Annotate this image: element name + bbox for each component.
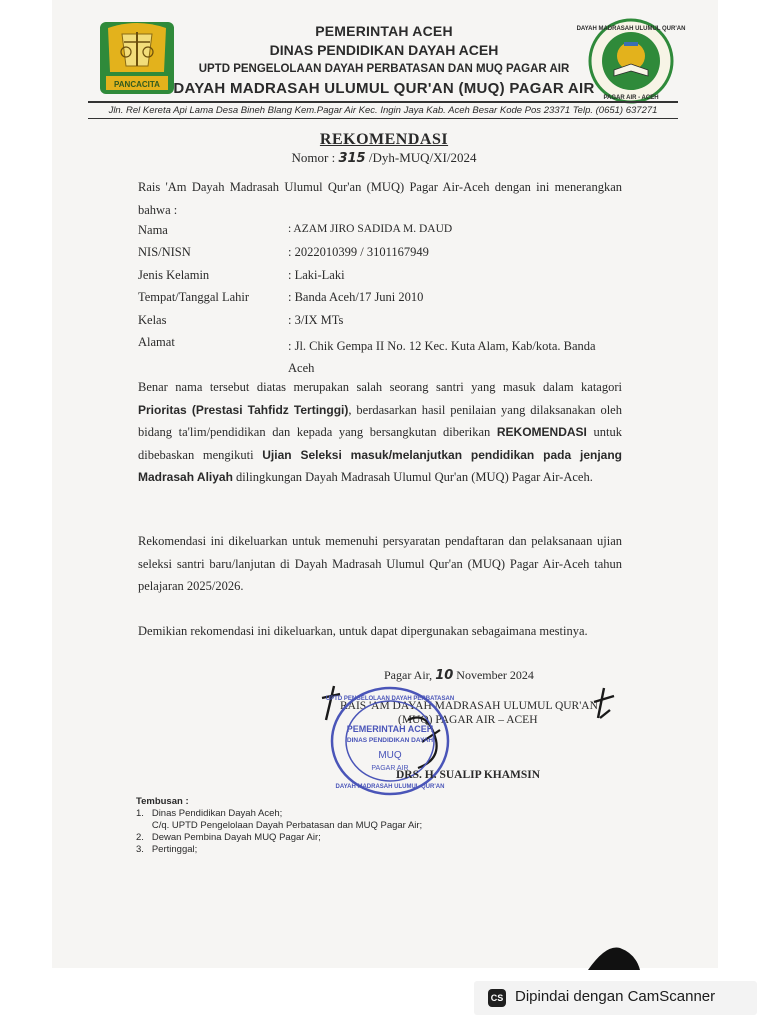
field-label: Nama [138,223,168,237]
body-paragraph-2: Rekomendasi ini dikeluarkan untuk memenuhi persyaratan pendaftaran dan pelaksanaan ujian seleksi santri baru/lanjutan di Dayah Madrasah Ulumul Qur'an (MUQ) Pagar Air-Aceh tahun pelajaran 2025/2026. [138,534,622,593]
body1-text: dilingkungan Dayah Madrasah Ulumul Qur'an (MUQ) Pagar Air-Aceh. [232,470,593,484]
camscanner-icon: CS [488,989,506,1007]
signature-month-year: November 2024 [456,668,534,682]
right-logo-text-bottom: PAGAR AIR - ACEH [603,95,659,101]
tembusan-item: 1. Dinas Pendidikan Dayah Aceh; [136,808,283,819]
paper-shadow-blob [586,944,642,970]
signature-place: Pagar Air, [384,668,433,682]
tembusan-item: C/q. UPTD Pengelolaan Dayah Perbatasan dan MUQ Pagar Air; [136,820,423,831]
nomor-handwritten-number: 315 [338,151,366,166]
document-title: REKOMENDASI [319,131,449,148]
field-label: Tempat/Tanggal Lahir [138,290,250,304]
body1-bold-rekomendasi: REKOMENDASI [496,425,587,439]
stamp-inner-line4: PAGAR AIR [371,765,409,772]
body1-text: Benar nama tersebut diatas merupakan salah seorang santri yang masuk dalam katagori [138,380,622,394]
document-number [0,150,768,166]
body-paragraph-3: Demikian rekomendasi ini dikeluarkan, untuk dapat dipergunakan sebagaimana mestinya. [138,624,588,638]
intro-paragraph: Rais 'Am Dayah Madrasah Ulumul Qur'an (MUQ) Pagar Air-Aceh dengan ini menerangkan bahwa : [138,180,622,217]
body1-bold-ujian: Ujian Seleksi masuk/melanjutkan pendidikan pada jenjang Madrasah Aliyah [138,447,622,484]
body1-text: untuk dibebaskan mengikuti [138,425,622,462]
letterhead-line3: UPTD PENGELOLAAN DAYAH PERBATASAN DAN MUQ PAGAR AIR [198,63,570,75]
letterhead [0,22,768,98]
field-value: : Banda Aceh/17 Juni 2010 [288,290,424,304]
letterhead-line2: DINAS PENDIDIKAN DAYAH ACEH [269,42,499,58]
nomor-suffix: /Dyh-MUQ/XI/2024 [368,150,477,165]
field-label: Kelas [138,313,167,327]
stamp-inner-line2: DINAS PENDIDIKAN DAYAH [346,737,434,744]
field-value: : 2022010399 / 3101167949 [288,245,429,259]
body1-text: , berdasarkan hasil penilaian yang dilaksanakan oleh bidang ta'lim/pendidikan dan kepada yang bersangkutan diberikan [138,402,622,439]
field-value: : AZAM JIRO SADIDA M. DAUD [288,223,453,235]
signature-role-line1: RAIS 'AM DAYAH MADRASAH ULUMUL QUR'AN [340,700,598,712]
tembusan-item: 2. Dewan Pembina Dayah MUQ Pagar Air; [136,832,321,843]
field-label: Jenis Kelamin [138,268,210,282]
letterhead-line4: DAYAH MADRASAH ULUMUL QUR'AN (MUQ) PAGAR AIR [173,80,595,97]
stamp-inner-line1: PEMERINTAH ACEH [346,724,434,734]
signature-role-line2: (MUQ) PAGAR AIR – ACEH [398,714,538,726]
camscanner-watermark [474,981,757,1015]
nomor-label: Nomor : [291,150,336,165]
field-label: NIS/NISN [138,245,191,259]
stamp-outer-top: UPTD PENGELOLAAN DAYAH PERBATASAN [325,696,455,702]
field-label: Alamat [138,335,175,349]
letterhead-line1: PEMERINTAH ACEH [315,23,453,39]
camscanner-label: Dipindai dengan CamScanner [515,988,716,1005]
stamp-inner-line3: MUQ [378,750,402,761]
left-logo-text: PANCACITA [114,80,160,89]
field-value: : Laki-Laki [288,268,345,282]
signatory-name: DRS. H. SUALIP KHAMSIN [396,769,541,781]
body-paragraph-1 [138,376,622,489]
right-logo-text-top: DAYAH MADRASAH ULUMUL QUR'AN [576,26,686,32]
body1-bold-category: Prioritas (Prestasi Tahfidz Tertinggi) [138,402,349,417]
field-value: : Jl. Chik Gempa II No. 12 Kec. Kuta Alam, Kab/kota. Banda Aceh [288,339,596,375]
stamp-outer-bottom: DAYAH MADRASAH ULUMUL QUR'AN [335,784,445,790]
tembusan-item: 3. Pertinggal; [136,844,198,855]
field-value: : 3/IX MTs [288,313,344,327]
letterhead-address: Jln. Rel Kereta Api Lama Desa Bineh Blang Kem.Pagar Air Kec. Ingin Jaya Kab. Aceh Besar Kode Pos 23371 Telp. (0651) 637271 [88,101,678,119]
signature-handwritten-day: 10 [435,668,454,683]
tembusan-heading: Tembusan : [136,796,189,807]
